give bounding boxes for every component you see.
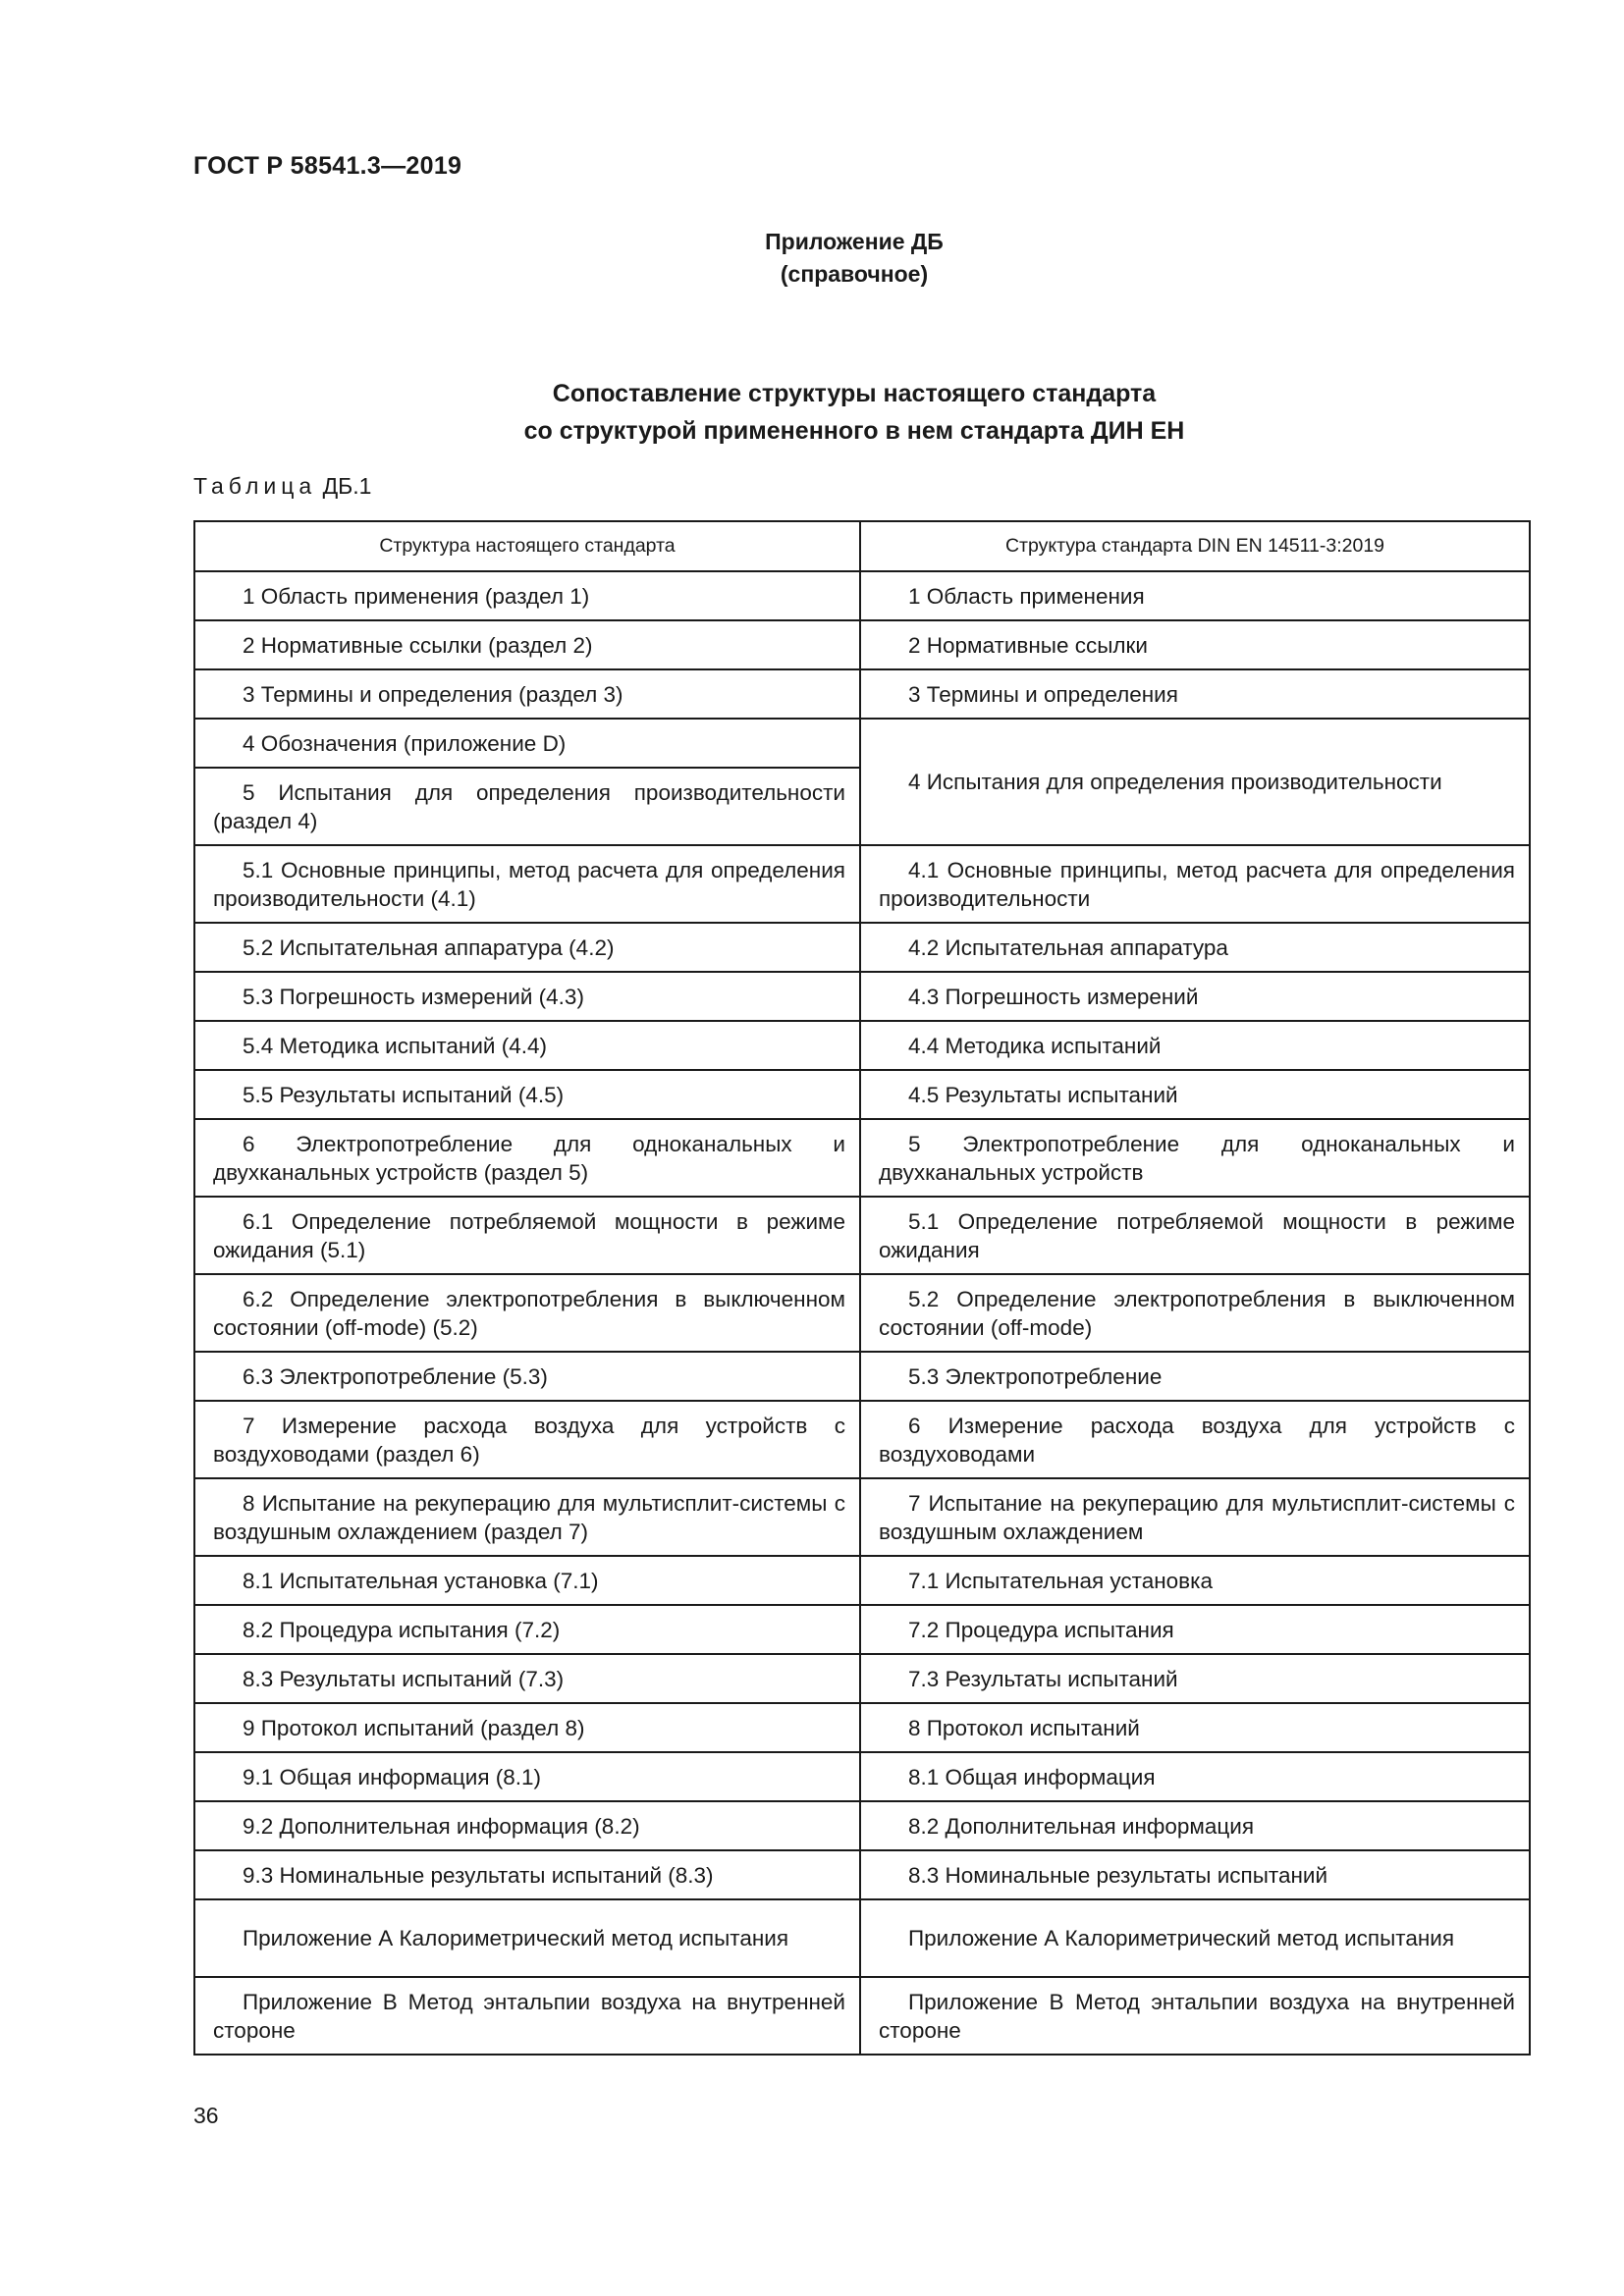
cell-din-en-standard: Приложение А Калориметрический метод испытания	[860, 1899, 1530, 1977]
cell-din-en-standard: 5.1 Определение потребляемой мощности в режиме ожидания	[860, 1197, 1530, 1274]
cell-this-standard: 6.1 Определение потребляемой мощности в режиме ожидания (5.1)	[194, 1197, 860, 1274]
cell-this-standard: 9.3 Номинальные результаты испытаний (8.3)	[194, 1850, 860, 1899]
cell-this-standard: 8.1 Испытательная установка (7.1)	[194, 1556, 860, 1605]
cell-this-standard: 8 Испытание на рекуперацию для мультисплит-системы с воздушным охлаждением (раздел 7)	[194, 1478, 860, 1556]
header-din-en-standard: Структура стандарта DIN EN 14511-3:2019	[860, 521, 1530, 571]
table-row	[194, 1977, 1530, 2055]
cell-din-en-standard: 5 Электропотребление для одноканальных и двухканальных устройств	[860, 1119, 1530, 1197]
cell-din-en-standard: 8.2 Дополнительная информация	[860, 1801, 1530, 1850]
document-title	[0, 375, 1624, 450]
table-row	[194, 719, 1530, 768]
cell-din-en-standard: Приложение В Метод энтальпии воздуха на внутренней стороне	[860, 1977, 1530, 2055]
cell-this-standard: 5 Испытания для определения производительности (раздел 4)	[194, 768, 860, 845]
cell-this-standard: 4 Обозначения (приложение D)	[194, 719, 860, 768]
cell-this-standard: Приложение В Метод энтальпии воздуха на внутренней стороне	[194, 1977, 860, 2055]
cell-din-en-standard: 8 Протокол испытаний	[860, 1703, 1530, 1752]
cell-din-en-standard: 8.3 Номинальные результаты испытаний	[860, 1850, 1530, 1899]
cell-din-en-standard: 5.3 Электропотребление	[860, 1352, 1530, 1401]
title-line-2: со структурой примененного в нем стандарта ДИН ЕН	[523, 417, 1185, 445]
table-row	[194, 571, 1530, 620]
page-number: 36	[193, 2103, 219, 2128]
table-label-word: Таблица	[193, 473, 317, 499]
appendix-kind: (справочное)	[780, 261, 929, 287]
appendix-name: Приложение ДБ	[765, 229, 944, 254]
table-row	[194, 1556, 1530, 1605]
table-row	[194, 845, 1530, 923]
cell-this-standard: 8.3 Результаты испытаний (7.3)	[194, 1654, 860, 1703]
table-row	[194, 1703, 1530, 1752]
cell-this-standard: 9 Протокол испытаний (раздел 8)	[194, 1703, 860, 1752]
cell-din-en-standard: 1 Область применения	[860, 571, 1530, 620]
table-row	[194, 669, 1530, 719]
table-label	[193, 473, 371, 500]
cell-din-en-standard: 6 Измерение расхода воздуха для устройств с воздуховодами	[860, 1401, 1530, 1478]
table-row	[194, 1654, 1530, 1703]
cell-din-en-standard: 3 Термины и определения	[860, 669, 1530, 719]
table-row	[194, 1119, 1530, 1197]
table-row	[194, 1752, 1530, 1801]
cell-this-standard: Приложение А Калориметрический метод испытания	[194, 1899, 860, 1977]
cell-this-standard: 5.5 Результаты испытаний (4.5)	[194, 1070, 860, 1119]
table-header-row	[194, 521, 1530, 571]
cell-din-en-standard: 8.1 Общая информация	[860, 1752, 1530, 1801]
cell-din-en-standard: 4.2 Испытательная аппаратура	[860, 923, 1530, 972]
table-row	[194, 620, 1530, 669]
cell-this-standard: 5.3 Погрешность измерений (4.3)	[194, 972, 860, 1021]
cell-din-en-standard: 4.5 Результаты испытаний	[860, 1070, 1530, 1119]
cell-this-standard: 1 Область применения (раздел 1)	[194, 571, 860, 620]
cell-this-standard: 5.1 Основные принципы, метод расчета для определения производительности (4.1)	[194, 845, 860, 923]
cell-this-standard: 9.1 Общая информация (8.1)	[194, 1752, 860, 1801]
cell-this-standard: 3 Термины и определения (раздел 3)	[194, 669, 860, 719]
cell-this-standard: 2 Нормативные ссылки (раздел 2)	[194, 620, 860, 669]
cell-this-standard: 5.2 Испытательная аппаратура (4.2)	[194, 923, 860, 972]
table-row	[194, 972, 1530, 1021]
cell-din-en-standard: 7.3 Результаты испытаний	[860, 1654, 1530, 1703]
cell-din-en-standard: 4.3 Погрешность измерений	[860, 972, 1530, 1021]
cell-din-en-standard: 7.1 Испытательная установка	[860, 1556, 1530, 1605]
cell-this-standard: 9.2 Дополнительная информация (8.2)	[194, 1801, 860, 1850]
structure-comparison-table	[193, 520, 1531, 2056]
cell-din-en-standard-merged: 4 Испытания для определения производительности	[860, 719, 1530, 845]
table-row	[194, 1021, 1530, 1070]
table-row	[194, 923, 1530, 972]
cell-din-en-standard: 4.1 Основные принципы, метод расчета для определения производительности	[860, 845, 1530, 923]
table-row	[194, 1352, 1530, 1401]
table-row	[194, 1605, 1530, 1654]
document-code: ГОСТ Р 58541.3—2019	[193, 152, 462, 180]
header-this-standard: Структура настоящего стандарта	[194, 521, 860, 571]
table-row	[194, 1478, 1530, 1556]
cell-din-en-standard: 5.2 Определение электропотребления в выключенном состоянии (off-mode)	[860, 1274, 1530, 1352]
cell-this-standard: 8.2 Процедура испытания (7.2)	[194, 1605, 860, 1654]
table-row	[194, 1197, 1530, 1274]
cell-this-standard: 5.4 Методика испытаний (4.4)	[194, 1021, 860, 1070]
table-row	[194, 1850, 1530, 1899]
cell-this-standard: 6.3 Электропотребление (5.3)	[194, 1352, 860, 1401]
cell-din-en-standard: 7.2 Процедура испытания	[860, 1605, 1530, 1654]
table-row	[194, 1899, 1530, 1977]
title-line-1: Сопоставление структуры настоящего стандарта	[552, 380, 1157, 407]
table-row	[194, 1070, 1530, 1119]
table-row	[194, 1401, 1530, 1478]
table-label-number: ДБ.1	[322, 473, 372, 499]
appendix-heading	[0, 226, 1624, 291]
cell-din-en-standard: 4.4 Методика испытаний	[860, 1021, 1530, 1070]
cell-din-en-standard: 7 Испытание на рекуперацию для мультисплит-системы с воздушным охлаждением	[860, 1478, 1530, 1556]
cell-this-standard: 6 Электропотребление для одноканальных и двухканальных устройств (раздел 5)	[194, 1119, 860, 1197]
table-row	[194, 1801, 1530, 1850]
cell-this-standard: 6.2 Определение электропотребления в выключенном состоянии (off-mode) (5.2)	[194, 1274, 860, 1352]
cell-din-en-standard: 2 Нормативные ссылки	[860, 620, 1530, 669]
cell-this-standard: 7 Измерение расхода воздуха для устройств с воздуховодами (раздел 6)	[194, 1401, 860, 1478]
table-row	[194, 1274, 1530, 1352]
